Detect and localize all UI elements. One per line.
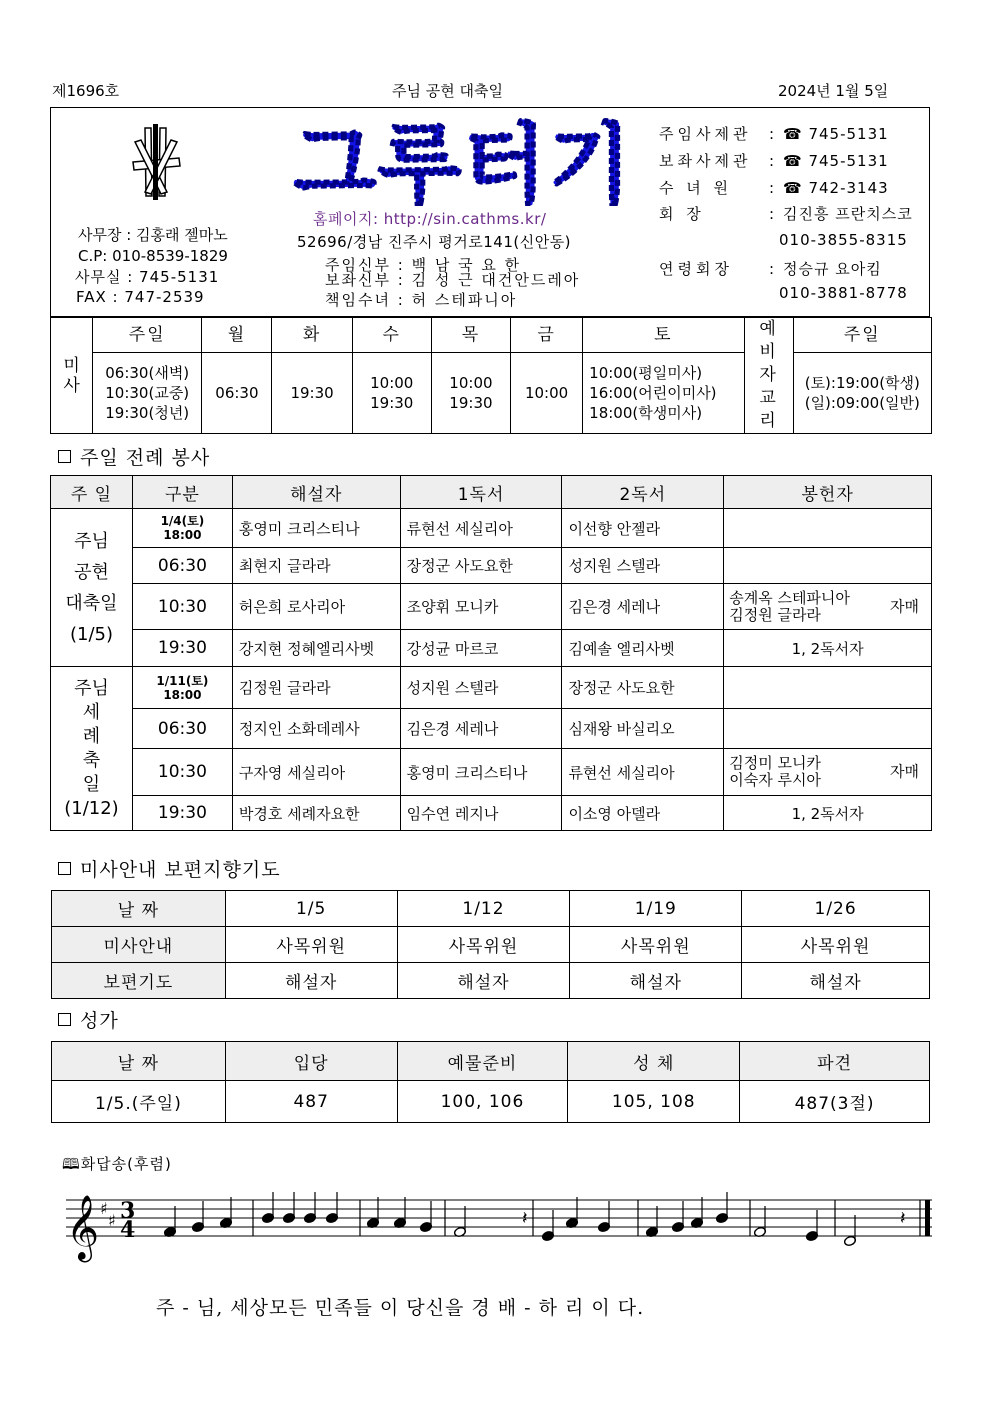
table-row <box>51 584 932 630</box>
table-row <box>51 630 932 667</box>
offering: 1, 2독서자 <box>724 796 932 831</box>
col-head-reading2: 2독서 <box>562 476 724 509</box>
day-saturday: 토 <box>583 318 744 353</box>
offering <box>724 709 932 749</box>
reading2: 장정군 사도요한 <box>562 667 724 709</box>
reading1: 홍영미 크리스티나 <box>400 749 562 796</box>
row-time: 19:30 <box>132 630 232 667</box>
col-head-offering: 봉헌자 <box>724 476 932 509</box>
office-manager: 사무장 : 김홍래 젤마노 <box>78 226 228 244</box>
offering <box>724 509 932 548</box>
issue-date: 2024년 1월 5일 <box>778 82 889 100</box>
rest-icon: 𝄽 <box>522 1208 528 1229</box>
table-row <box>52 927 930 963</box>
day-monday: 월 <box>202 318 272 353</box>
table-row <box>52 1081 930 1123</box>
guide-cell: 해설자 <box>742 963 930 999</box>
commentator: 강지현 정혜엘리사벳 <box>232 630 400 667</box>
guide-row-label: 보편기도 <box>52 963 226 999</box>
contact-funeral-president: 연령회장 : 정승규 요아킴 <box>659 260 882 278</box>
thursday-times: 10:00 19:30 <box>431 353 510 434</box>
reading2: 이선향 안젤라 <box>562 509 724 548</box>
guide-cell: 사목위원 <box>742 927 930 963</box>
music-staff <box>60 1180 936 1280</box>
row-time: 06:30 <box>132 548 232 584</box>
contact-president: 회 장 : 김진흥 프란치스코 <box>659 205 913 223</box>
wednesday-times: 10:00 19:30 <box>352 353 431 434</box>
rest-icon: 𝄽 <box>900 1208 906 1229</box>
col-head-reading1: 1독서 <box>400 476 562 509</box>
catechism-label: 예 비 자 교 리 <box>744 318 793 434</box>
hymn-head-recessional: 파견 <box>740 1042 930 1081</box>
commentator: 최현지 글라라 <box>232 548 400 584</box>
catechism-head: 주일 <box>793 318 931 353</box>
guide-table <box>51 890 930 999</box>
offering: 송계옥 스테파니아 김정원 글라라 자매 <box>724 584 932 630</box>
row-time: 1/4(토) 18:00 <box>132 509 232 548</box>
col-head-day: 주 일 <box>51 476 133 509</box>
reading2: 이소영 아델라 <box>562 796 724 831</box>
reading1: 성지원 스텔라 <box>400 667 562 709</box>
hymn-entrance: 487 <box>225 1081 397 1123</box>
table-row <box>51 548 932 584</box>
table-row <box>51 509 932 548</box>
reading1: 임수연 레지나 <box>400 796 562 831</box>
reading1: 장정군 사도요한 <box>400 548 562 584</box>
commentator: 허은희 로사리아 <box>232 584 400 630</box>
reading2: 김예솔 엘리사벳 <box>562 630 724 667</box>
day-tuesday: 화 <box>272 318 352 353</box>
header-box <box>50 107 930 317</box>
feast-title: 주님 공현 대축일 <box>392 82 503 100</box>
guide-row-label: 미사안내 <box>52 927 226 963</box>
hymn-head-offertory: 예물준비 <box>397 1042 568 1081</box>
reading1: 김은경 세레나 <box>400 709 562 749</box>
saturday-times: 10:00(평일미사) 16:00(어린이미사) 18:00(학생미사) <box>583 353 744 434</box>
sharp-icon: ♯ <box>100 1199 108 1218</box>
contact-rectory: 주임사제관 : ☎ 745-5131 <box>659 125 889 143</box>
reading1: 조양휘 모니카 <box>400 584 562 630</box>
assistant-priest-line: 보좌신부 : 김 성 근 대건안드레아 <box>325 271 581 289</box>
checkbox-bullet-icon <box>58 862 71 875</box>
guide-cell: 해설자 <box>225 963 397 999</box>
col-head-commentator: 해설자 <box>232 476 400 509</box>
guide-cell: 해설자 <box>570 963 742 999</box>
issue-number: 제1696호 <box>52 82 120 100</box>
hymn-communion: 105, 108 <box>568 1081 740 1123</box>
offering <box>724 548 932 584</box>
row-time: 10:30 <box>132 749 232 796</box>
brand-logo <box>273 114 653 206</box>
reading2: 류현선 세실리아 <box>562 749 724 796</box>
col-head-time: 구분 <box>132 476 232 509</box>
commentator: 김정원 글라라 <box>232 667 400 709</box>
friday-times: 10:00 <box>511 353 583 434</box>
day-friday: 금 <box>511 318 583 353</box>
table-row <box>51 796 932 831</box>
catechism-times: (토):19:00(학생) (일):09:00(일반) <box>793 353 931 434</box>
hymn-table <box>51 1041 930 1123</box>
day-sunday: 주일 <box>93 318 202 353</box>
liturgy-table <box>50 475 932 831</box>
office-phone: 사무실 : 745-5131 <box>75 268 220 286</box>
table-row <box>52 891 930 927</box>
address: 52696/경남 진주시 평거로141(신안동) <box>297 233 572 251</box>
mass-schedule-table <box>50 317 932 434</box>
psalm-title: 🕮화답송(후렴) <box>62 1155 172 1173</box>
hymn-head-date: 날 짜 <box>52 1042 226 1081</box>
office-cp: C.P: 010-8539-1829 <box>78 247 228 265</box>
book-icon: 🕮 <box>62 1155 81 1173</box>
guide-cell: 해설자 <box>397 963 570 999</box>
guide-head-date: 날 짜 <box>52 891 226 927</box>
homepage-link[interactable]: 홈페이지: http://sin.cathms.kr/ <box>313 210 547 228</box>
monday-times: 06:30 <box>202 353 272 434</box>
commentator: 구자영 세실리아 <box>232 749 400 796</box>
pastor-line: 주임신부 : 백 남 국 요 한 <box>325 256 522 274</box>
group-day-label: 주님 공현 대축일 (1/5) <box>51 509 133 667</box>
commentator: 박경호 세례자요한 <box>232 796 400 831</box>
tuesday-times: 19:30 <box>272 353 352 434</box>
guide-cell: 사목위원 <box>570 927 742 963</box>
parish-emblem-icon <box>125 122 187 202</box>
hymn-date: 1/5.(주일) <box>52 1081 226 1123</box>
sunday-times: 06:30(새벽) 10:30(교중) 19:30(청년) <box>93 353 202 434</box>
day-thursday: 목 <box>431 318 510 353</box>
commentator: 홍영미 크리스티나 <box>232 509 400 548</box>
guide-cell: 사목위원 <box>225 927 397 963</box>
psalm-lyrics: 주 - 님, 세상모든 민족들 이 당신을 경 배 - 하 리 이 다. <box>156 1297 645 1319</box>
group-day-label: 주님 세 례 축 일 (1/12) <box>51 667 133 831</box>
offering: 1, 2독서자 <box>724 630 932 667</box>
table-row <box>51 749 932 796</box>
mass-row-label: 미 사 <box>51 318 93 434</box>
guide-head-date-4: 1/26 <box>742 891 930 927</box>
treble-clef-icon: 𝄞 <box>66 1195 100 1260</box>
row-time: 06:30 <box>132 709 232 749</box>
reading2: 김은경 세레나 <box>562 584 724 630</box>
brand-title: 그루터기 <box>292 115 634 206</box>
guide-head-date-2: 1/12 <box>397 891 570 927</box>
reading1: 강성균 마르코 <box>400 630 562 667</box>
sharp-icon: ♯ <box>108 1211 116 1230</box>
time-signature-top: 3 <box>120 1198 136 1224</box>
contact-president-phone: 010-3855-8315 <box>779 231 908 249</box>
offering <box>724 667 932 709</box>
table-row <box>52 1042 930 1081</box>
guide-cell: 사목위원 <box>397 927 570 963</box>
checkbox-bullet-icon <box>58 450 71 463</box>
reading1: 류현선 세실리아 <box>400 509 562 548</box>
contact-convent: 수 녀 원 : ☎ 742-3143 <box>659 179 889 197</box>
guide-head-date-1: 1/5 <box>225 891 397 927</box>
office-fax: FAX : 747-2539 <box>76 288 205 306</box>
hymn-head-communion: 성 체 <box>568 1042 740 1081</box>
offering: 김정미 모니카 이숙자 루시아 자매 <box>724 749 932 796</box>
checkbox-bullet-icon <box>58 1013 71 1026</box>
guide-section-title: 미사안내 보편지향기도 <box>58 855 281 882</box>
reading2: 심재왕 바실리오 <box>562 709 724 749</box>
table-row <box>51 709 932 749</box>
hymn-section-title: 성가 <box>58 1006 119 1033</box>
liturgy-section-title: 주일 전례 봉사 <box>58 443 210 470</box>
hymn-offertory: 100, 106 <box>397 1081 568 1123</box>
row-time: 10:30 <box>132 584 232 630</box>
contact-assistant-rectory: 보좌사제관 : ☎ 745-5131 <box>659 152 889 170</box>
hymn-head-entrance: 입당 <box>225 1042 397 1081</box>
day-wednesday: 수 <box>352 318 431 353</box>
row-time: 1/11(토) 18:00 <box>132 667 232 709</box>
guide-head-date-3: 1/19 <box>570 891 742 927</box>
commentator: 정지인 소화데레사 <box>232 709 400 749</box>
time-signature-bottom: 4 <box>120 1217 136 1243</box>
table-row <box>51 667 932 709</box>
sister-line: 책임수녀 : 허 스테파니아 <box>325 291 518 309</box>
reading2: 성지원 스텔라 <box>562 548 724 584</box>
hymn-recessional: 487(3절) <box>740 1081 930 1123</box>
contact-funeral-phone: 010-3881-8778 <box>779 284 908 302</box>
table-row <box>52 963 930 999</box>
row-time: 19:30 <box>132 796 232 831</box>
